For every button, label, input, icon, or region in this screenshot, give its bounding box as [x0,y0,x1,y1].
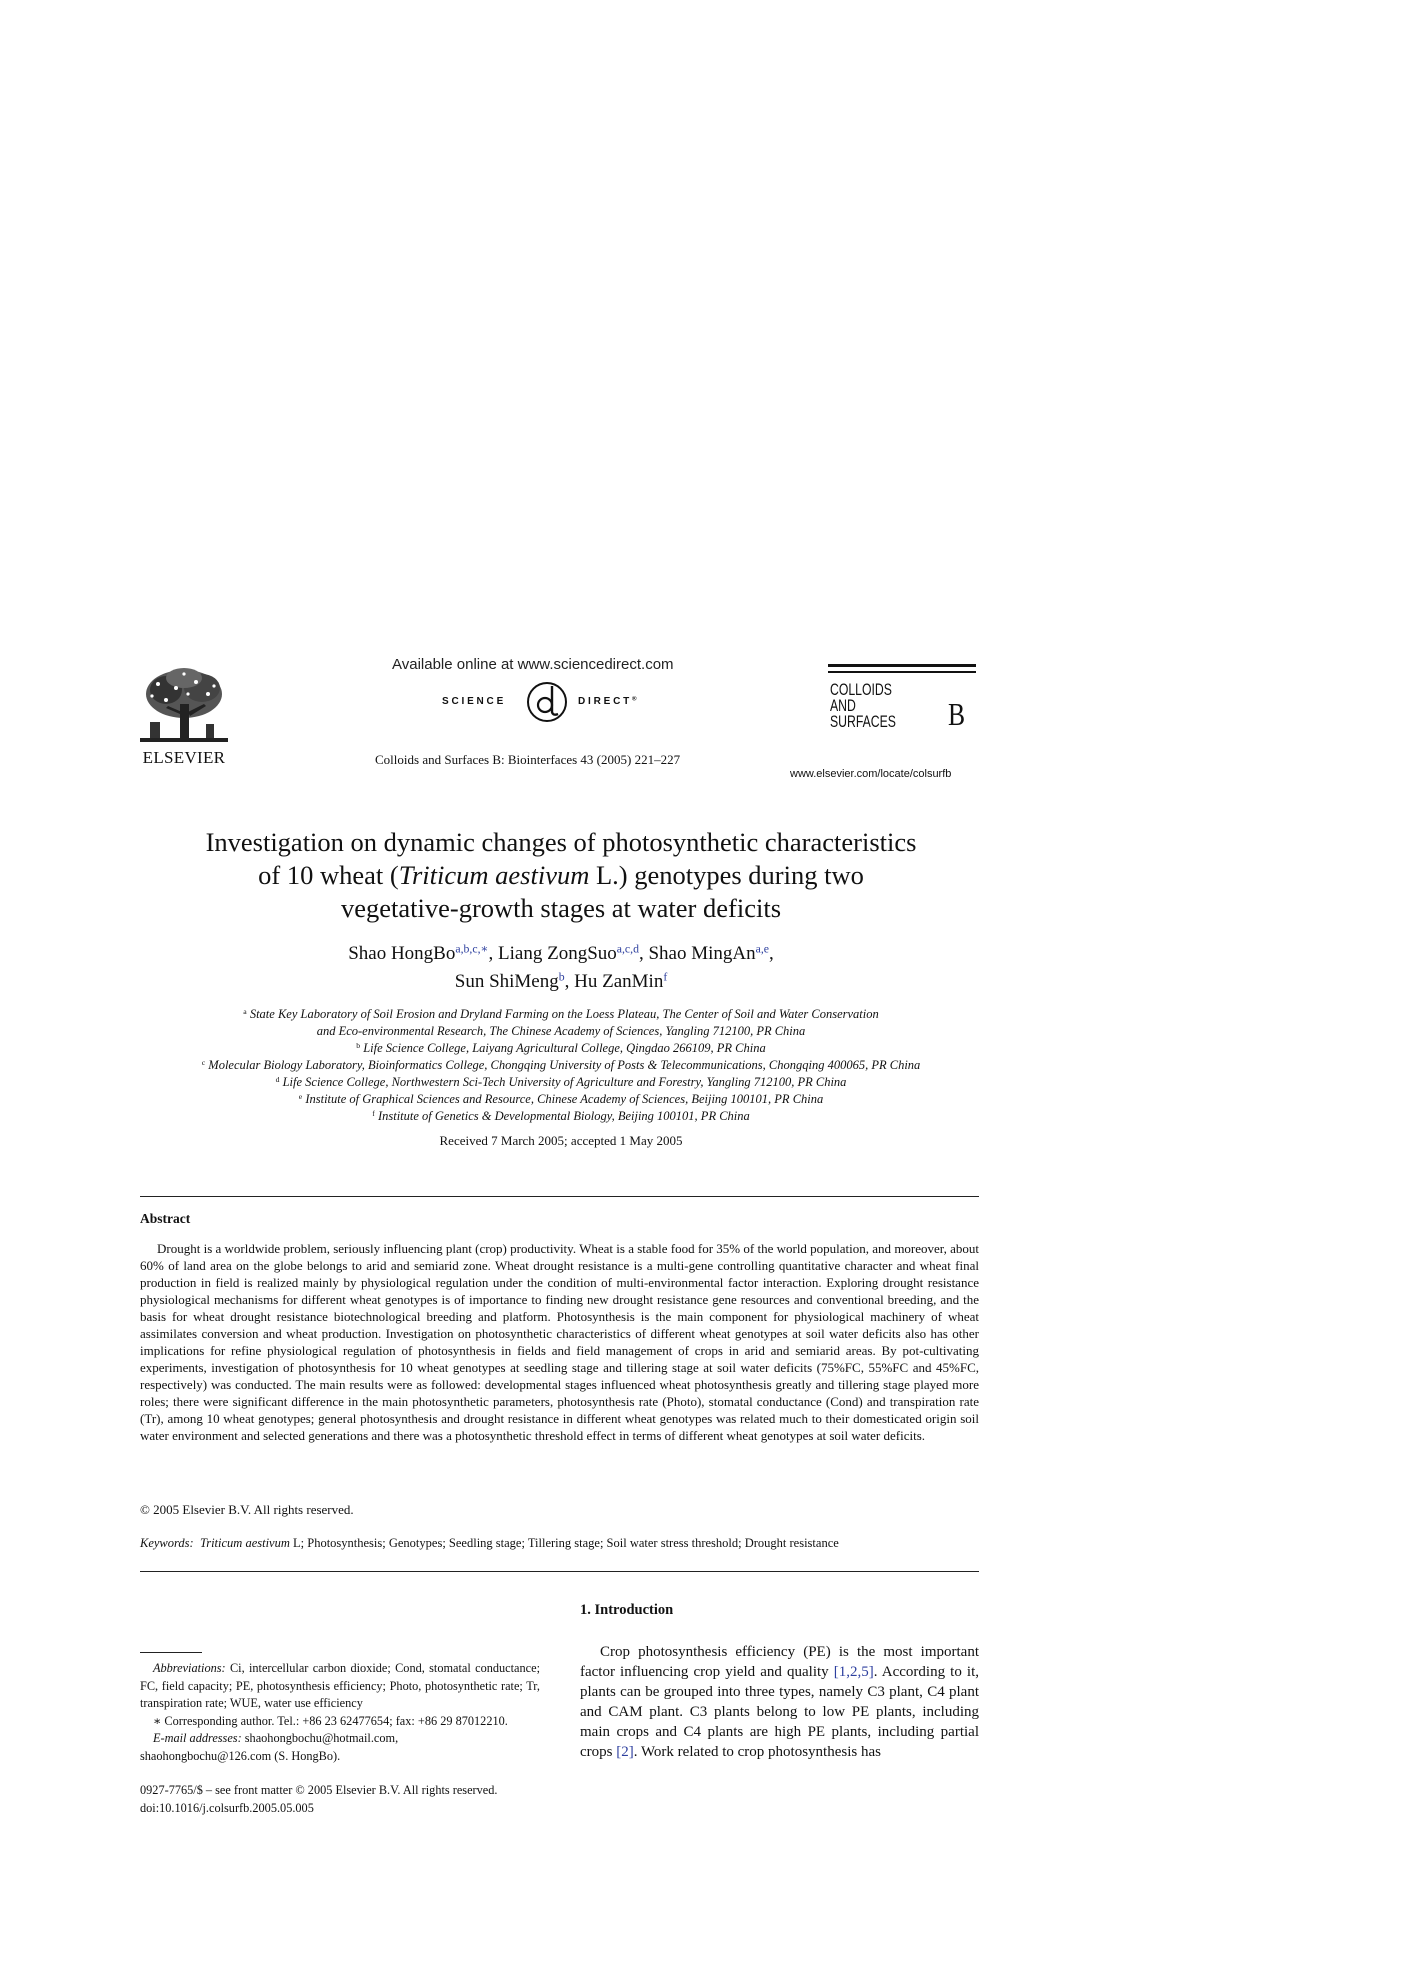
copyright-notice: © 2005 Elsevier B.V. All rights reserved. [140,1502,354,1517]
journal-logo-rule [828,664,976,667]
author-name: Sun ShiMeng [454,971,559,992]
citation-link[interactable]: [1,2,5] [833,1664,874,1680]
affiliation-item: $^d$ Life Science College, Northwestern Sci-Tech University of Agriculture and Forestry, Yangling 712100, PR China [275,1074,847,1089]
journal-logo-letter: B [948,696,966,732]
email-footnote: E-mail addresses: shaohongbochu@hotmail.com, [153,1731,399,1745]
footnotes [140,1660,540,1765]
affiliation-list [140,1006,982,1125]
introduction-text: Crop photosynthesis efficiency (PE) is the most important factor influencing crop yield and quality [1,2,5]. According to it, plants can be grouped into three types, namely C3 plant, C4 plant and CAM plant. C3 plants belong to low PE plants, including main crops and C4 plants are high PE plants, including partial crops [2]. Work related to crop photosynthesis has [580,1644,979,1760]
author-name: Liang ZongSuo [498,943,617,964]
author-name: Hu ZanMin [574,971,664,992]
keywords-list: L; Photosynthesis; Genotypes; Seedling stage; Tillering stage; Soil water stress threshold; Drought resistance [289,1536,839,1550]
abstract-text: Drought is a worldwide problem, seriously influencing plant (crop) productivity. Wheat is a stable food for 35% of the world population, and moreover, about 60% of land area on the globe belongs to arid and semiarid zone. Wheat drought resistance is a multi-gene controlling quantitative character and wheat final production in field is realized mainly by physiological regulation under the condition of multi-environmental factor interaction. Exploring drought resistance physiological mechanisms for different wheat genotypes is of importance to finding new drought resistance gene resources and conventional breeding, and the basis for wheat drought resistance biotechnological breeding and platform. Photosynthesis is the main component for physiological machinery of wheat assimilates conversion and wheat production. Investigation on photosynthetic characteristics of different wheat genotypes at soil water deficits also has other implications for refine physiological regulation of photosynthesis in fields and field management of crops in arid and semiarid areas. By pot-cultivating experiments, investigation of photosynthesis for 10 wheat genotypes at seedling stage and tillering stage at soil water deficits (75%FC, 55%FC and 45%FC, respectively) was conducted. The main results were as followed: developmental stages influenced wheat photosynthesis greatly and tillering stage played more roles; there were significant difference in the main photosynthetic parameters, photosynthesis rate (Photo), stomatal conductance (Cond) and transpiration rate (Tr), among 10 wheat genotypes; general photosynthesis and drought resistance in different wheat genotypes was related much to their domesticated origin soil water environment and selected generations and there was a photosynthetic threshold effect in terms of different wheat genotypes at soil water deficits. [140,1241,979,1443]
abbreviations-footnote: Abbreviations: Ci, intercellular carbon dioxide; Cond, stomatal conductance; FC, field capacity; PE, photosynthesis efficiency; Photo, photosynthetic rate; Tr, transpiration rate; WUE, water use efficiency [140,1661,540,1710]
issn-doi [140,1782,497,1817]
author-affiliation-link[interactable]: f [663,970,668,984]
email-link[interactable]: shaohongbochu@hotmail.com, [241,1731,399,1745]
elsevier-logo [136,664,232,766]
sciencedirect-left-word: SCIENCE [442,696,507,707]
author-affiliation-link[interactable]: a,b,c,∗ [455,942,489,956]
doi-link[interactable]: doi:10.1016/j.colsurfb.2005.05.005 [140,1800,314,1815]
affiliation-item: $^c$ Molecular Biology Laboratory, Bioinformatics College, Chongqing University of Posts & Telecommunications, Chongqing 400065, PR China [201,1057,921,1072]
corresponding-author-footnote: ∗ Corresponding author. Tel.: +86 23 62477654; fax: +86 29 87012210. [153,1713,508,1728]
divider [140,1196,979,1197]
author-affiliation-link[interactable]: a,e [755,942,770,956]
journal-logo-rule [828,671,976,673]
affiliation-item: $^e$ Institute of Graphical Sciences and Resource, Chinese Academy of Sciences, Beijing 100101, PR China [298,1091,824,1106]
section-heading-introduction: 1. Introduction [580,1602,674,1618]
citation-link[interactable]: [2] [616,1744,634,1760]
keywords-label: Keywords: [140,1536,194,1550]
email-footnote-cont [140,1748,540,1766]
sciencedirect-right-word: DIRECT® [578,695,640,707]
received-dates: Received 7 March 2005; accepted 1 May 2005 [439,1133,683,1148]
author-list: Shao HongBo$^{a,b,c,∗}$, Liang ZongSuo$^{a,c,d}$, Shao MingAn$^{a,e}$, Sun ShiMeng$^b$, Hu ZanMin$^f$ [348,942,774,992]
keywords [140,1536,979,1551]
available-online-text[interactable]: Available online at www.sciencedirect.com [392,656,674,673]
affiliation-item: $^a$ State Key Laboratory of Soil Erosion and Dryland Farming on the Loess Plateau, The Center of Soil and Water Conservation [243,1006,879,1021]
keywords-species: Triticum aestivum [199,1536,290,1550]
sciencedirect-logo[interactable] [442,682,642,722]
article-title: Investigation on dynamic changes of photosynthetic characteristics of 10 wheat (Triticum aestivum L.) genotypes during two vegetative-growth stages at water deficits [205,827,917,923]
author-name: Shao MingAn [648,943,756,964]
divider [140,1571,979,1572]
sciencedirect-at-icon [522,678,572,724]
journal-citation: Colloids and Surfaces B: Biointerfaces 43 (2005) 221–227 [375,752,681,767]
footnote-divider [140,1652,202,1653]
author-affiliation-link[interactable]: a,c,d [616,942,639,956]
species-name: Triticum aestivum [398,860,590,890]
email-link[interactable]: shaohongbochu@126.com (S. HongBo). [140,1748,341,1763]
author-affiliation-link[interactable]: b [558,970,565,984]
affiliation-item: $^f$ Institute of Genetics & Developmental Biology, Beijing 100101, PR China [372,1108,750,1123]
elsevier-tree-icon [136,664,232,748]
journal-logo [828,664,976,760]
issn-line: 0927-7765/$ – see front matter © 2005 Elsevier B.V. All rights reserved. [140,1783,498,1797]
journal-logo-text: COLLOIDS AND SURFACES [830,680,896,731]
abstract-heading: Abstract [140,1211,191,1226]
affiliation-item: $^b$ Life Science College, Laiyang Agricultural College, Qingdao 266109, PR China [356,1040,766,1055]
author-name: Shao HongBo [348,943,456,964]
journal-url-link[interactable]: www.elsevier.com/locate/colsurfb [790,768,952,780]
affiliation-item: and Eco-environmental Research, The Chinese Academy of Sciences, Yangling 712100, PR China [316,1024,806,1038]
elsevier-wordmark: ELSEVIER [142,748,226,767]
